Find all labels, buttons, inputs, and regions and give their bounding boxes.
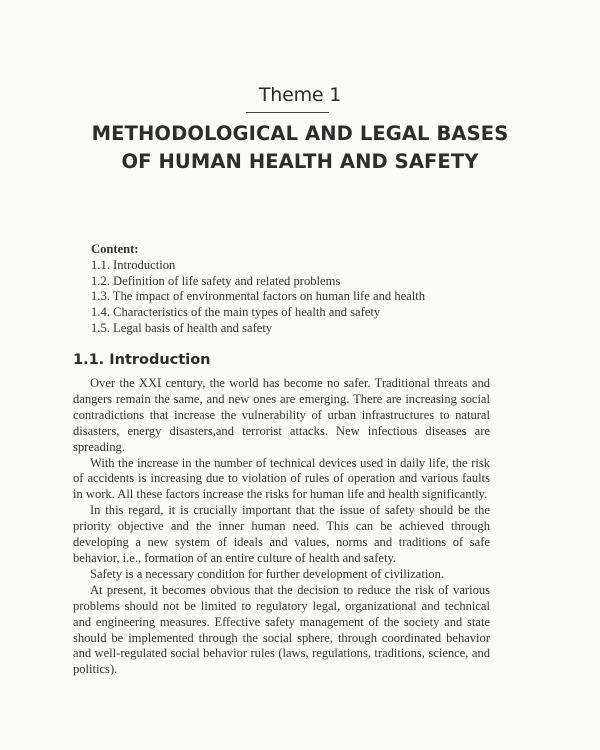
contents-list [91, 242, 425, 337]
theme-label: Theme 1 [258, 84, 342, 106]
contents-item: 1.1. Introduction [91, 257, 176, 272]
contents-item: 1.2. Definition of life safety and related problems [91, 273, 341, 288]
section-body [73, 376, 490, 678]
body-paragraph: Over the XXI century, the world has become no safer. Traditional threats and dangers remain the same, and new ones are emerging. There are increasing social contradictions that increase the vulnerability of urban infrastructures to natural disasters, energy disasters,and terrorist attacks. New infectious diseases are spreading. [73, 376, 490, 454]
page-title-line-2: OF HUMAN HEALTH AND SAFETY [121, 150, 479, 173]
body-paragraph: Safety is a necessary condition for further development of civilization. [90, 566, 444, 581]
body-paragraph: With the increase in the number of technical devices used in daily life, the risk of accidents is increasing due to violation of rules of operation and various faults in work. All these factors increase the risks for human life and health significantly. [73, 455, 490, 502]
body-paragraph: In this regard, it is crucially important that the issue of safety should be the priority objective and the inner human need. This can be achieved through developing a new system of ideals and values, norms and traditions of safe behavior, i.e., formation of an entire culture of health and safety. [73, 503, 490, 565]
contents-item: 1.4. Characteristics of the main types of health and safety [91, 305, 381, 320]
page-title [0, 120, 600, 176]
contents-item: 1.3. The impact of environmental factors on human life and health [91, 289, 426, 304]
section-heading: 1.1. Introduction [73, 352, 211, 368]
contents-item: 1.5. Legal basis of health and safety [91, 320, 273, 335]
contents-heading: Content: [91, 242, 139, 256]
theme-underline [246, 112, 329, 113]
page-title-line-1: METHODOLOGICAL AND LEGAL BASES [91, 122, 509, 145]
body-paragraph: At present, it becomes obvious that the decision to reduce the risk of various problems should not be limited to regulatory legal, organizational and technical and engineering measures. Effective safety management of the society and state should be implemented through the social sphere, through coordinated behavior and well-regulated social behavior rules (laws, regulations, traditions, science, and politics). [73, 582, 490, 677]
